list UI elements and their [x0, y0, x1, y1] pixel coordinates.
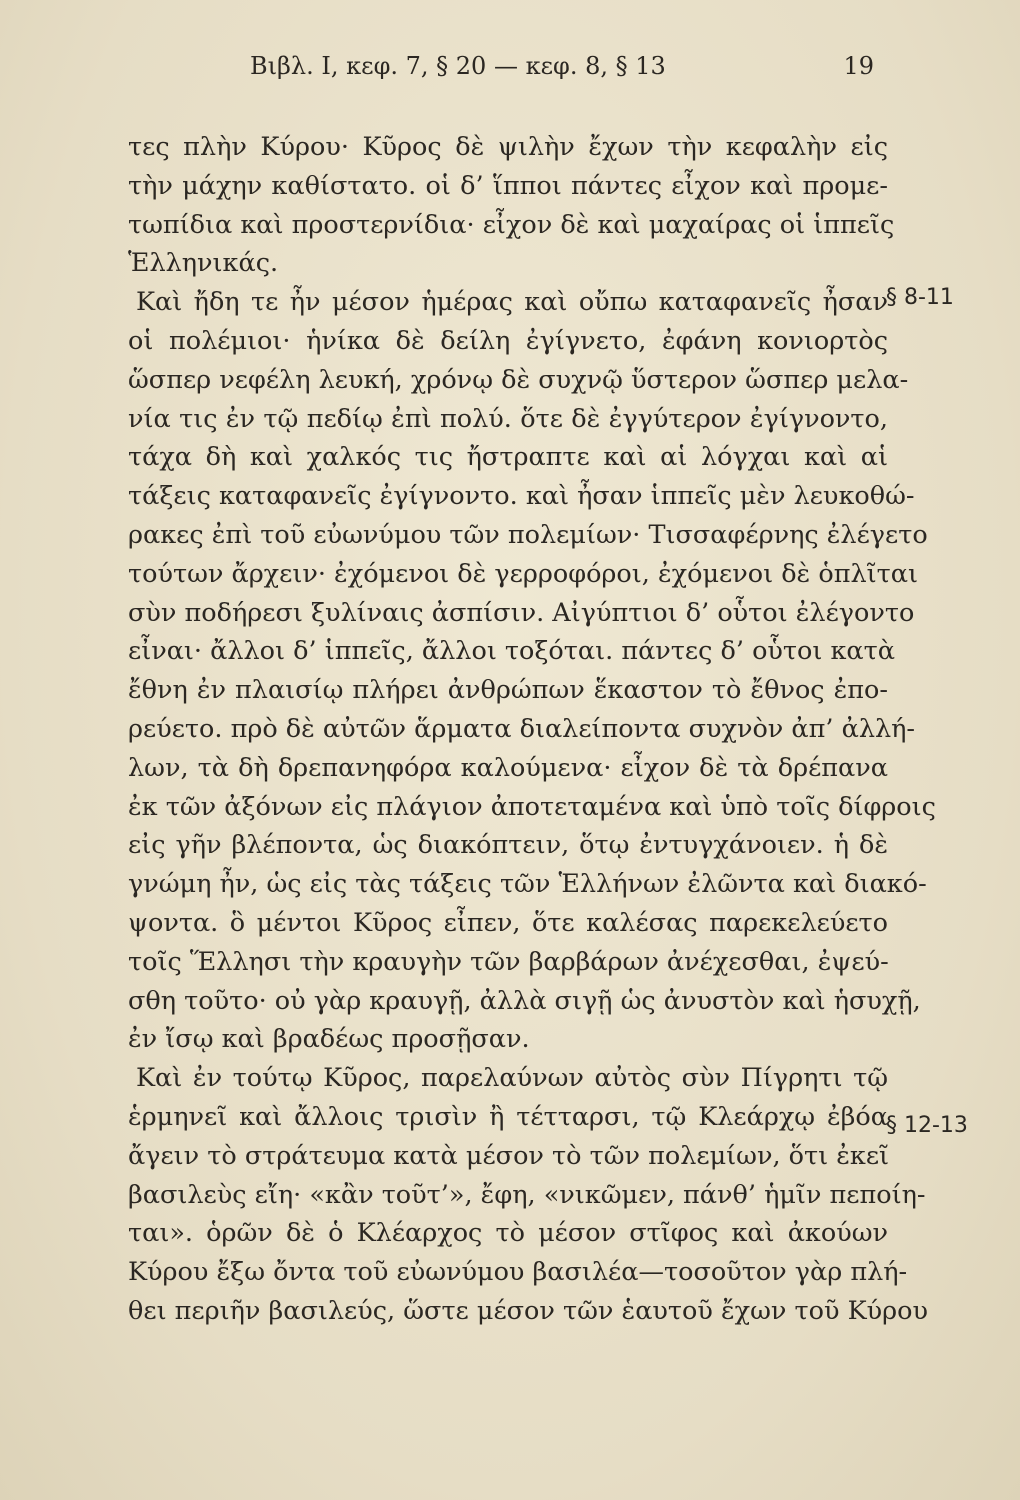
text-line: ὥσπερ νεφέλη λευκή, χρόνῳ δὲ συχνῷ ὕστερον ὥσπερ μελα-: [128, 364, 909, 395]
text-line: οἱ πολέμιοι· ἡνίκα δὲ δείλη ἐγίγνετο, ἐφάνη κονιορτὸς: [128, 325, 888, 356]
text-line: τάξεις καταφανεῖς ἐγίγνοντο. καὶ ἦσαν ἱππεῖς μὲν λευκοθώ-: [128, 481, 915, 512]
text-line: εἶναι· ἄλλοι δ’ ἱππεῖς, ἄλλοι τοξόται. πάντες δ’ οὗτοι κατὰ: [128, 636, 895, 667]
text-line: τοῖς Ἕλλησι τὴν κραυγὴν τῶν βαρβάρων ἀνέχεσθαι, ἐψεύ-: [128, 946, 889, 977]
text-line: ἑρμηνεῖ καὶ ἄλλοις τρισὶν ἢ τέτταρσι, τῷ Κλεάρχῳ ἐβόα: [128, 1101, 888, 1132]
text-line: ρεύετο. πρὸ δὲ αὐτῶν ἅρματα διαλείποντα συχνὸν ἀπ’ ἀλλή-: [128, 713, 916, 744]
text-line: τούτων ἄρχειν· ἐχόμενοι δὲ γερροφόροι, ἐχόμενοι δὲ ὁπλῖται: [128, 558, 918, 589]
text-line: τὴν μάχην καθίστατο. οἱ δ’ ἵπποι πάντες εἶχον καὶ προμε-: [128, 170, 888, 201]
text-line: ἄγειν τὸ στράτευμα κατὰ μέσον τὸ τῶν πολεμίων, ὅτι ἐκεῖ: [128, 1140, 890, 1171]
text-line: νία τις ἐν τῷ πεδίῳ ἐπὶ πολύ. ὅτε δὲ ἐγγύτερον ἐγίγνοντο,: [128, 403, 888, 434]
text-line: Καὶ ἐν τούτῳ Κῦρος, παρελαύνων αὐτὸς σὺν Πίγρητι τῷ: [136, 1063, 888, 1094]
text-line: ἔθνη ἐν πλαισίῳ πλήρει ἀνθρώπων ἕκαστον τὸ ἔθνος ἐπο-: [128, 675, 888, 706]
text-line: τες πλὴν Κύρου· Κῦρος δὲ ψιλὴν ἔχων τὴν κεφαλὴν εἰς: [128, 132, 888, 162]
text-line: ἐν ἴσῳ καὶ βραδέως προσῇσαν.: [128, 1024, 530, 1055]
text-line: ρακες ἐπὶ τοῦ εὐωνύμου τῶν πολεμίων· Τισσαφέρνης ἐλέγετο: [128, 519, 928, 550]
text-line: ψοντα. ὃ μέντοι Κῦρος εἶπεν, ὅτε καλέσας παρεκελεύετο: [128, 907, 888, 938]
text-line: βασιλεὺς εἴη· «κἂν τοῦτ’», ἔφη, «νικῶμεν, πάνθ’ ἡμῖν πεποίη-: [128, 1179, 926, 1210]
text-line: τωπίδια καὶ προστερνίδια· εἶχον δὲ καὶ μαχαίρας οἱ ἱππεῖς: [128, 209, 895, 240]
page-number: 19: [843, 52, 874, 80]
text-line: σὺν ποδήρεσι ξυλίναις ἀσπίσιν. Αἰγύπτιοι δ’ οὗτοι ἐλέγοντο: [128, 597, 915, 628]
text-line: εἰς γῆν βλέποντα, ὡς διακόπτειν, ὅτῳ ἐντυγχάνοιεν. ἡ δὲ: [128, 830, 888, 861]
margin-note-section: § 12-13: [886, 1113, 968, 1138]
text-line: Κύρου ἔξω ὄντα τοῦ εὐωνύμου βασιλέα—τοσοῦτον γὰρ πλή-: [128, 1257, 908, 1288]
running-head: Βιβλ. Ι, κεφ. 7, § 20 — κεφ. 8, § 13: [250, 52, 666, 80]
text-line: θει περιῆν βασιλεύς, ὥστε μέσον τῶν ἑαυτοῦ ἔχων τοῦ Κύρου: [128, 1295, 929, 1326]
text-line: ται». ὁρῶν δὲ ὁ Κλέαρχος τὸ μέσον στῖφος καὶ ἀκούων: [128, 1218, 888, 1249]
text-line: λων, τὰ δὴ δρεπανηφόρα καλούμενα· εἶχον δὲ τὰ δρέπανα: [128, 752, 888, 783]
text-line: Ἑλληνικάς.: [128, 248, 279, 279]
text-line: γνώμη ἦν, ὡς εἰς τὰς τάξεις τῶν Ἑλλήνων ἐλῶντα καὶ διακό-: [128, 869, 927, 900]
text-line: σθη τοῦτο· οὐ γὰρ κραυγῇ, ἀλλὰ σιγῇ ὡς ἀνυστὸν καὶ ἡσυχῇ,: [128, 985, 921, 1016]
text-line: Καὶ ἤδη τε ἦν μέσον ἡμέρας καὶ οὔπω καταφανεῖς ἦσαν: [136, 287, 888, 318]
text-line: τάχα δὴ καὶ χαλκός τις ἤστραπτε καὶ αἱ λόγχαι καὶ αἱ: [128, 442, 888, 473]
text-line: ἐκ τῶν ἀξόνων εἰς πλάγιον ἀποτεταμένα καὶ ὑπὸ τοῖς δίφροις: [128, 791, 936, 822]
page-header: [250, 52, 890, 92]
margin-note-section: § 8-11: [886, 285, 954, 310]
